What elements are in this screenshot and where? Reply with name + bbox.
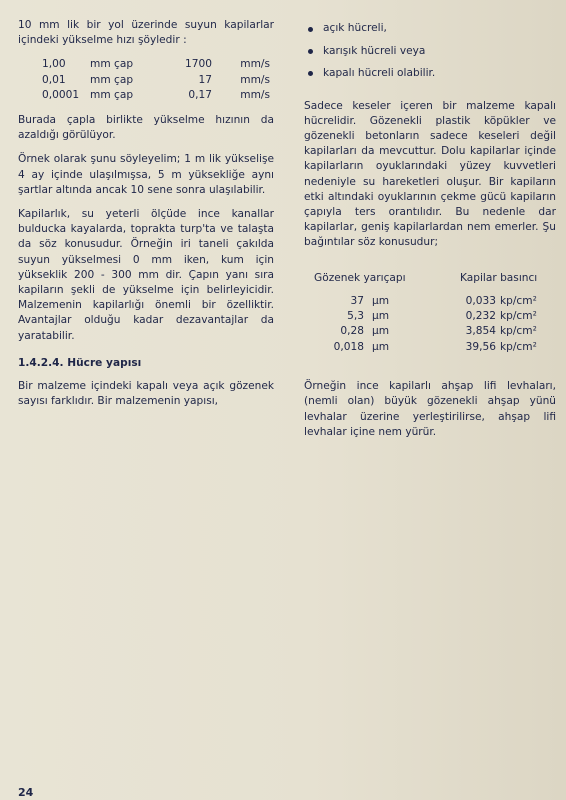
diameter-value: 1,00 [42,58,66,71]
list-item-text: kapalı hücreli olabilir. [323,66,436,79]
radius-value: 0,018 [333,340,364,353]
cell-type-list [304,18,556,85]
body-paragraph: Kapilarlık, su yeterli ölçüde ince kanallar bulducka kayalarda, toprakta turp'ta ve talaşta da söz konusudur. Örneğin iri taneli çakılda suyun yükselmesi 0 mm iken, kum için yükseklik 200 - 300 mm dir. Çapın yanı sıra kapiların şekli de yükselme için belirleyicidir. Malzemenin kapilarlığı önemli bir özelliktir. Avantajlar olduğu kadar dezavantajlar da yaratabilir. [18,207,274,342]
column-header-pore-radius: Gözenek yarıçapı [314,271,406,284]
list-item-text: açık hücreli, [323,22,387,35]
speed-unit: mm/s [240,58,270,71]
body-paragraph: Bir malzeme içindeki kapalı veya açık gözenek sayısı farklıdır. Bir malzemenin yapısı, [18,380,274,408]
rise-speed-row [42,73,274,88]
speed-unit: mm/s [240,73,270,86]
right-column [304,18,556,449]
rise-speed-table [42,57,274,103]
radius-value: 5,3 [347,309,364,322]
body-paragraph: Burada çapla birlikte yükselme hızının da azaldığı görülüyor. [18,113,274,142]
diameter-value: 0,0001 [42,88,80,101]
speed-value: 1700 [185,58,212,71]
speed-value: 17 [198,73,212,86]
pressure-value: 3,854 [465,325,496,338]
table-row [314,324,556,339]
diameter-unit: mm çap [90,73,134,86]
body-paragraph: Örnek olarak şunu söyleyelim; 1 m lik yükselişe 4 ay içinde ulaşılmışsa, 5 m yüksekliğe aynı şartlar altında ancak 10 sene sonra ulaşılabilir. [18,153,274,196]
bullet-icon [308,71,313,76]
bullet-icon [308,49,313,54]
radius-value: 0,28 [340,325,364,338]
diameter-value: 0,01 [42,73,66,86]
speed-unit: mm/s [240,88,270,101]
pressure-unit: kp/cm² [500,325,537,338]
capillary-pressure-table [314,271,556,356]
body-paragraph: Sadece keseler içeren bir malzeme kapalı hücrelidir. Gözenekli plastik köpükler ve gözenekli betonların sadece keseleri değil kapilarları da mevcuttur. Dolu kapilarlar içinde kapilarların oyuklarındaki yüzey kuvvetleri nedeniyle su hareketleri oluşur. Bir kapiların etki altındaki oyuklarının çekme gücü kapiların çapıyla ters orantılıdır. Bu nedenle dar kapilarlar, geniş kapilarlardan nem emerler. Şu bağıntılar söz konusudur; [304,99,556,249]
radius-value: 37 [350,294,364,307]
list-item [304,18,556,40]
rise-speed-row [42,88,274,103]
radius-unit: µm [372,294,390,307]
table-row [314,340,556,355]
left-column [18,18,274,418]
bullet-icon [308,27,313,32]
speed-value: 0,17 [188,88,212,101]
section-heading: 1.4.2.4. Hücre yapısı [18,356,142,369]
page-number: 24 [18,786,34,799]
diameter-unit: mm çap [90,58,134,71]
pressure-value: 0,232 [465,309,496,322]
diameter-unit: mm çap [90,88,134,101]
pressure-unit: kp/cm² [500,340,537,353]
pressure-value: 0,033 [465,294,496,307]
pressure-unit: kp/cm² [500,294,537,307]
table-row [314,294,556,309]
pressure-unit: kp/cm² [500,309,537,322]
body-paragraph: Örneğin ince kapilarlı ahşap lifi levhaları, (nemli olan) büyük gözenekli ahşap yünü levhalar üzerine yerleştirilirse, ahşap lifi levhalar içine nem yürür. [304,380,556,438]
radius-unit: µm [372,325,390,338]
radius-unit: µm [372,309,390,322]
column-header-capillary-pressure: Kapilar basıncı [460,271,538,284]
radius-unit: µm [372,340,390,353]
list-item [304,62,556,84]
list-item-text: karışık hücreli veya [323,44,426,57]
table-header [314,271,556,287]
list-item [304,40,556,62]
intro-paragraph: 10 mm lik bir yol üzerinde suyun kapilarlar içindeki yükselme hızı şöyledir : [18,19,274,47]
rise-speed-row [42,57,274,72]
table-row [314,309,556,324]
pressure-value: 39,56 [465,340,496,353]
